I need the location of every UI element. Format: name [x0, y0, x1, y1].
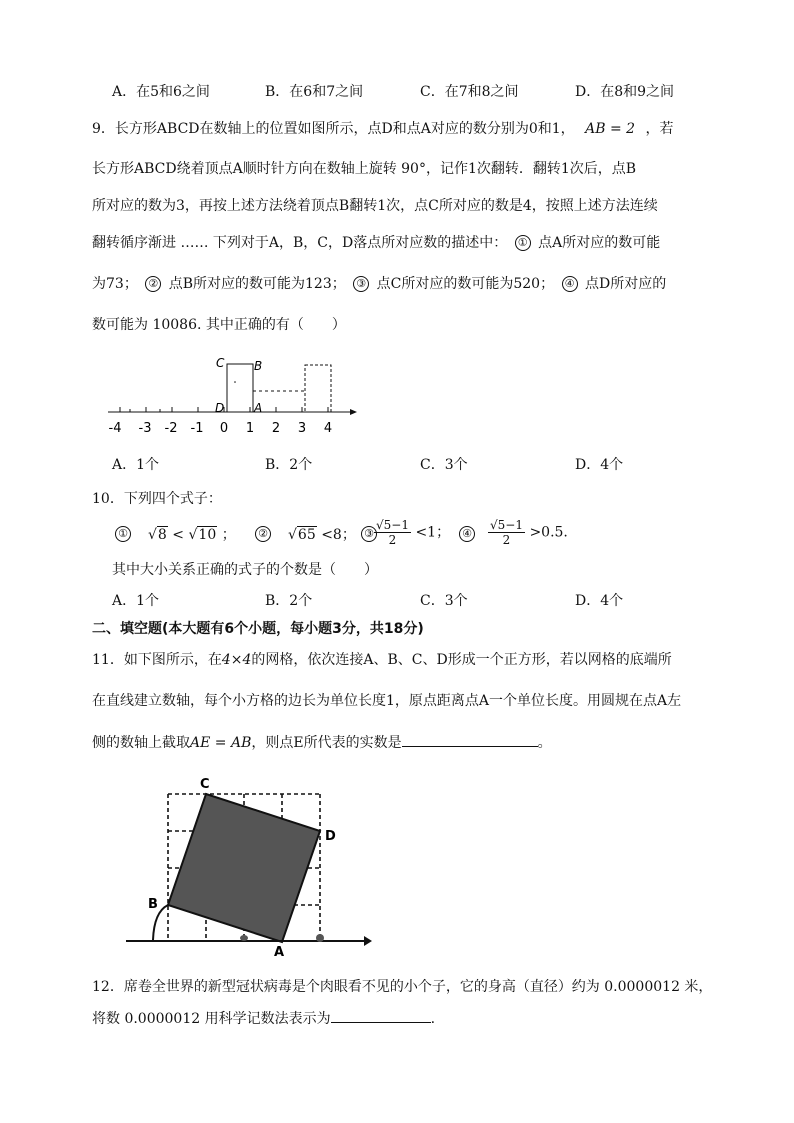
circled-2-icon: ②	[145, 276, 161, 292]
q10-option-c: C．3个	[420, 593, 468, 609]
q11-grid-square-figure	[120, 772, 380, 960]
tick-label: 2	[271, 421, 281, 436]
axis-mark	[316, 934, 324, 942]
q10-question: 其中大小关系正确的式子的个数是（ ）	[112, 562, 378, 578]
q10-title: 10．下列四个式子：	[92, 491, 222, 507]
tick-label: 1	[245, 421, 255, 436]
q9-line-5	[92, 274, 666, 294]
q10-expr-4-rest: >0.5.	[529, 524, 568, 541]
circled-3-icon: ③	[361, 526, 377, 542]
q9-number-line-figure	[100, 352, 360, 442]
q10-expr-3	[374, 518, 450, 547]
q11-axis-arrow-icon	[364, 936, 372, 946]
vertex-label-d: D	[215, 401, 225, 415]
rotated-rectangle-dashed	[305, 365, 331, 412]
square-abcd	[168, 794, 320, 942]
axis-mark	[240, 935, 248, 941]
circled-3-icon: ③	[353, 276, 369, 292]
q9-line-2: 长方形ABCD绕着顶点A顺时针方向在数轴上旋转 90°，记作1次翻转．翻转1次后，点B	[92, 161, 637, 177]
vertex-label-c: C	[216, 356, 225, 370]
q8-option-c: C．在7和8之间	[420, 84, 519, 100]
vertex-label-b: B	[148, 897, 158, 912]
radicand-8: 8	[157, 527, 167, 543]
q11-line-3	[92, 732, 552, 753]
circled-4-icon: ④	[562, 276, 578, 292]
answer-blank[interactable]	[402, 732, 538, 747]
tick-label: -2	[164, 421, 178, 436]
q12-line-1: 12．席卷全世界的新型冠状病毒是个肉眼看不见的小个子，它的身高（直径）约为 0.0000012 米，	[92, 979, 713, 995]
semicolon: ；	[221, 527, 236, 543]
q11-math-grid: 4×4	[221, 652, 252, 668]
circled-4-icon: ④	[459, 526, 475, 542]
q11-math-ae: AE = AB	[190, 735, 252, 751]
q8-option-d: D．在8和9之间	[575, 84, 675, 100]
q11-line-2: 在直线建立数轴，每个小方格的边长为单位长度1，原点距离点A一个单位长度。用圆规在点A左	[92, 693, 682, 709]
less-than-op: <	[172, 527, 185, 543]
answer-blank[interactable]	[331, 1008, 431, 1023]
q11-text-1b: 的网格，依次连接A、B、C、D形成一个正方形，若以网格的底端所	[251, 652, 672, 668]
q8-option-b: B．在6和7之间	[265, 84, 364, 100]
q9-text-1-end: ，若	[645, 121, 674, 137]
q9-option-b: B．2个	[265, 457, 313, 473]
q12-text-2a: 将数 0.0000012 用科学记数法表示为	[92, 1011, 331, 1027]
rectangle-abcd	[227, 364, 253, 412]
q9-option-a: A．1个	[112, 457, 160, 473]
frac-den: 2	[388, 533, 397, 547]
rect-dot	[234, 381, 236, 383]
frac-num: √5−1	[490, 518, 523, 532]
q11-text-3b: ，则点E所代表的实数是	[251, 735, 402, 751]
radicand-10: 10	[198, 527, 217, 543]
q9-line-3: 所对应的数为3，再按上述方法绕着顶点B翻转1次，点C所对应的数是4，按照上述方法连续	[92, 198, 658, 214]
q9-text-5b: 点B所对应的数可能为123；	[168, 276, 346, 292]
vertex-label-a: A	[254, 401, 263, 415]
q11-text-1a: 11．如下图所示，在	[92, 652, 222, 668]
q11-text-3a: 侧的数轴上截取	[92, 735, 190, 751]
q10-option-a: A．1个	[112, 593, 160, 609]
tick-label: 3	[297, 421, 307, 436]
q10-option-b: B．2个	[265, 593, 313, 609]
tick-label: 4	[323, 421, 333, 436]
sqrt-10: √10	[188, 527, 217, 543]
axis-arrow-icon	[350, 409, 357, 415]
q12-text-2-end: .	[430, 1011, 436, 1027]
sqrt-65: √65	[288, 527, 316, 543]
q9-text-5d: 点D所对应的	[585, 276, 667, 292]
q9-line-1	[92, 119, 674, 139]
vertex-label-a: A	[274, 945, 285, 960]
q9-option-c: C．3个	[420, 457, 468, 473]
q9-line-4	[92, 233, 660, 253]
fraction-4	[488, 518, 525, 547]
frac-num: √5−1	[376, 518, 409, 532]
tick-label: -3	[138, 421, 152, 436]
radicand-65: 65	[297, 527, 316, 543]
q8-option-a: A．在5和6之间	[112, 84, 210, 100]
circled-1-icon: ①	[115, 526, 131, 542]
tick-label: -4	[108, 421, 122, 436]
q10-expr-2	[288, 524, 356, 544]
q9-option-d: D．4个	[575, 457, 624, 473]
vertex-label-b: B	[254, 359, 263, 373]
sqrt-8: √8	[148, 527, 167, 543]
q9-text-1: 9．长方形ABCD在数轴上的位置如图所示，点D和点A对应的数分别为0和1，	[92, 121, 575, 137]
q11-text-3-end: 。	[537, 735, 552, 751]
section-heading: 二、填空题(本大题有6个小题，每小题3分，共18分)	[92, 621, 424, 637]
q10-expr-1	[148, 524, 236, 544]
q11-line-1	[92, 650, 672, 670]
circled-1-icon: ①	[515, 235, 531, 251]
q9-text-4a: 翻转循序渐进 …… 下列对于A，B，C，D落点所对应数的描述中：	[92, 235, 508, 251]
circled-2-icon: ②	[255, 526, 271, 542]
q9-line-6: 数可能为 10086. 其中正确的有（ ）	[92, 317, 346, 333]
q10-expr-3-rest: <1；	[415, 524, 451, 541]
frac-den: 2	[502, 533, 511, 547]
q10-expr-4	[488, 518, 568, 547]
q9-text-4b: 点A所对应的数可能	[538, 235, 661, 251]
q9-text-5a: 为73；	[92, 276, 138, 292]
q9-text-5c: 点C所对应的数可能为520；	[376, 276, 555, 292]
q9-math-ab: AB = 2	[585, 121, 636, 137]
q10-option-d: D．4个	[575, 593, 624, 609]
vertex-label-d: D	[325, 829, 336, 844]
q12-line-2	[92, 1008, 435, 1029]
q10-expr-2-rest: <8；	[321, 527, 356, 543]
fraction-3	[374, 518, 411, 547]
tick-label: 0	[219, 421, 229, 436]
tick-label: -1	[190, 421, 204, 436]
vertex-label-c: C	[200, 777, 210, 792]
